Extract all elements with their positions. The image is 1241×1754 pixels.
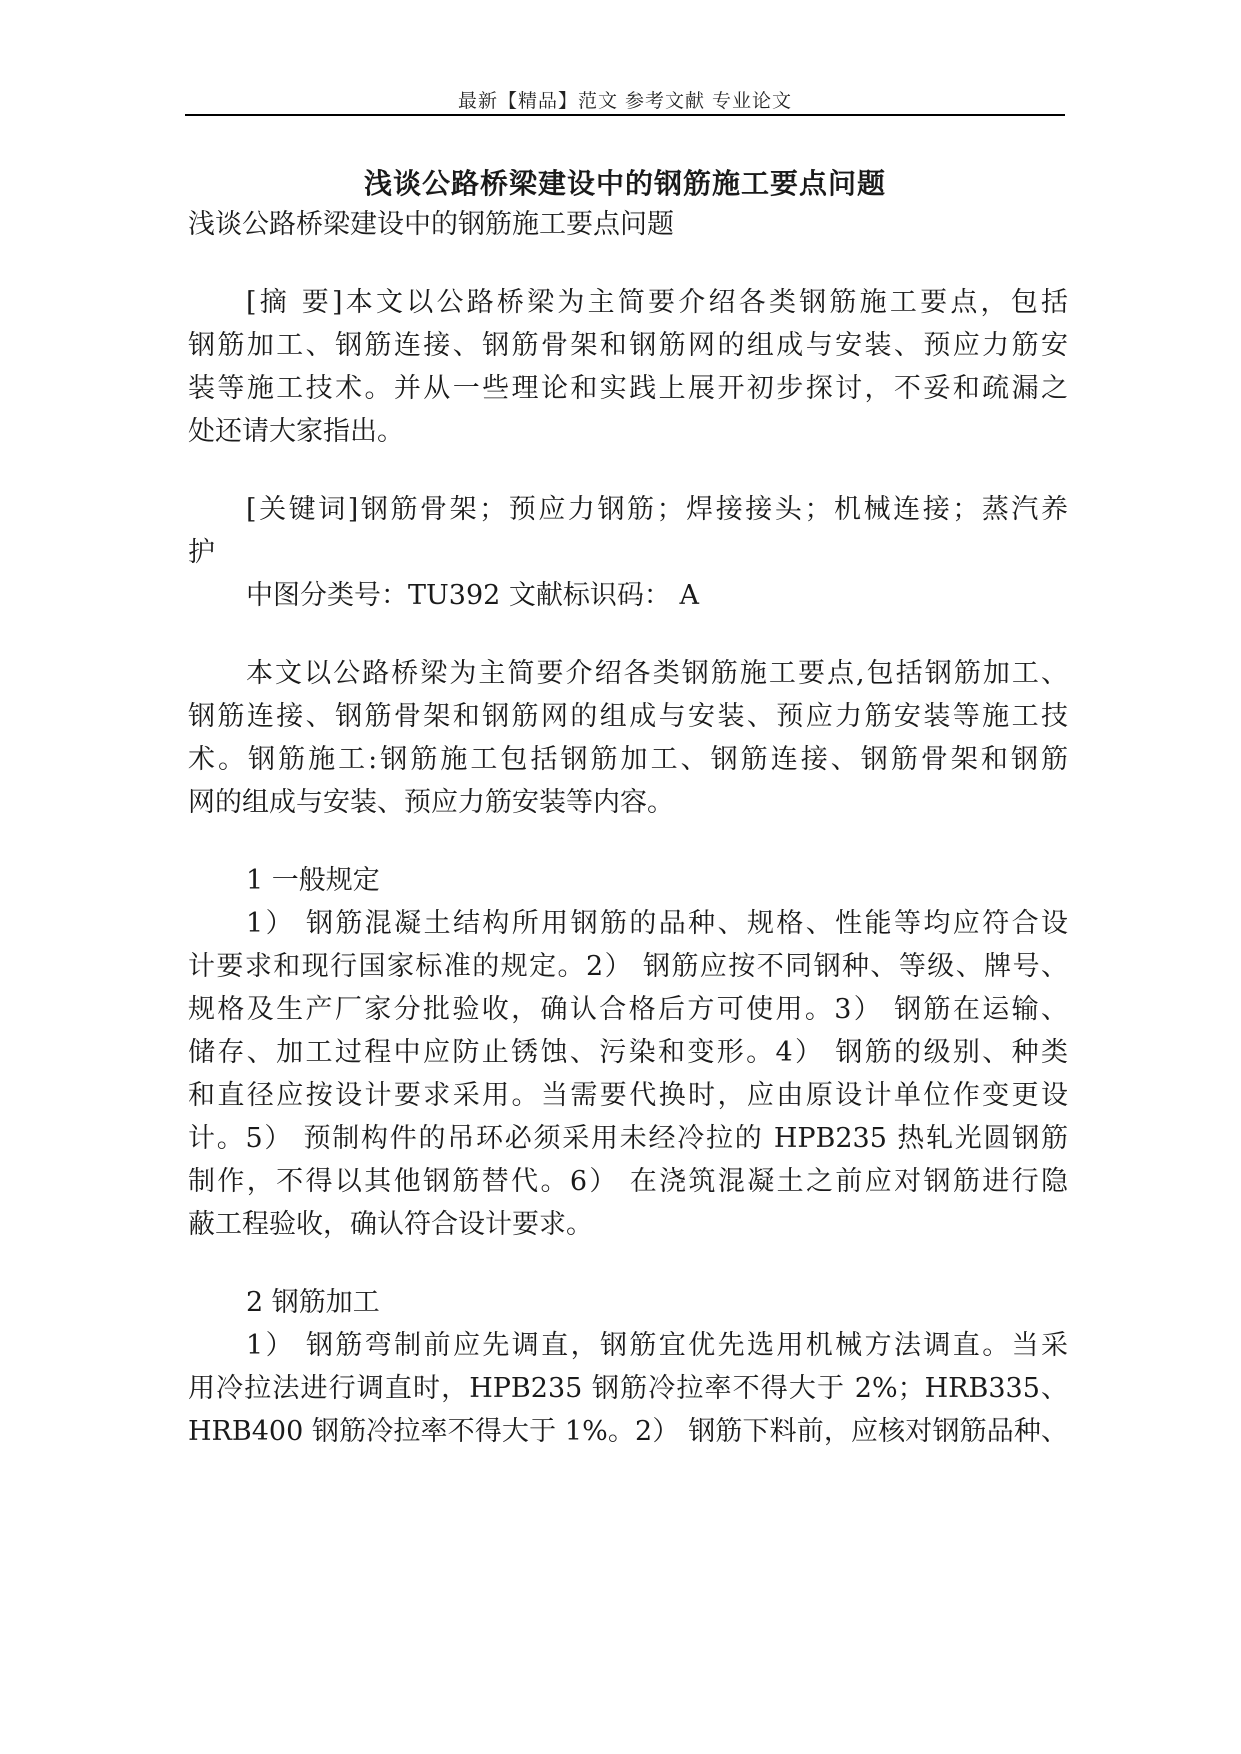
intro-line: 术。钢筋施工:钢筋施工包括钢筋加工、钢筋连接、钢筋骨架和钢筋 (188, 744, 1068, 775)
abstract-line: 装等施工技术。并从一些理论和实践上展开初步探讨，不妥和疏漏之 (188, 373, 1068, 404)
abstract-line: 钢筋加工、钢筋连接、钢筋骨架和钢筋网的组成与安装、预应力筋安 (188, 330, 1068, 361)
section-heading: 2 钢筋加工 (246, 1287, 380, 1318)
abstract-line: [摘 要]本文以公路桥梁为主简要介绍各类钢筋施工要点，包括 (246, 287, 1068, 318)
intro-line: 网的组成与安装、预应力筋安装等内容。 (188, 787, 674, 818)
intro-line: 钢筋连接、钢筋骨架和钢筋网的组成与安装、预应力筋安装等施工技 (188, 701, 1068, 732)
abstract-line: 处还请大家指出。 (188, 416, 404, 447)
section-line: 和直径应按设计要求采用。当需要代换时，应由原设计单位作变更设 (188, 1080, 1068, 1111)
page-header: 最新【精品】范文 参考文献 专业论文 (457, 90, 793, 112)
section-heading: 1 一般规定 (246, 865, 380, 896)
section-line: 储存、加工过程中应防止锈蚀、污染和变形。4） 钢筋的级别、种类 (188, 1037, 1068, 1068)
section-line: 蔽工程验收，确认符合设计要求。 (188, 1209, 593, 1240)
section-line: 制作，不得以其他钢筋替代。6） 在浇筑混凝土之前应对钢筋进行隐 (188, 1166, 1068, 1197)
section-line: 计。5） 预制构件的吊环必须采用未经冷拉的 HPB235 热轧光圆钢筋 (188, 1123, 1068, 1154)
section-line: 1） 钢筋弯制前应先调直，钢筋宜优先选用机械方法调直。当采 (246, 1330, 1068, 1361)
header-rule (185, 114, 1065, 116)
keywords-line: 护 (188, 537, 215, 568)
classification-line: 中图分类号：TU392 文献标识码： A (246, 580, 699, 611)
section-line: 用冷拉法进行调直时，HPB235 钢筋冷拉率不得大于 2%；HRB335、 (188, 1373, 1068, 1404)
keywords-line: [关键词]钢筋骨架；预应力钢筋；焊接接头；机械连接；蒸汽养 (246, 494, 1068, 525)
section-line: 计要求和现行国家标准的规定。2） 钢筋应按不同钢种、等级、牌号、 (188, 951, 1068, 982)
subtitle: 浅谈公路桥梁建设中的钢筋施工要点问题 (188, 209, 674, 240)
intro-line: 本文以公路桥梁为主简要介绍各类钢筋施工要点,包括钢筋加工、 (246, 658, 1068, 689)
document-title: 浅谈公路桥梁建设中的钢筋施工要点问题 (363, 167, 886, 200)
section-line: HRB400 钢筋冷拉率不得大于 1%。2） 钢筋下料前，应核对钢筋品种、 (188, 1416, 1068, 1447)
section-line: 1） 钢筋混凝土结构所用钢筋的品种、规格、性能等均应符合设 (246, 908, 1068, 939)
section-line: 规格及生产厂家分批验收，确认合格后方可使用。3） 钢筋在运输、 (188, 994, 1068, 1025)
